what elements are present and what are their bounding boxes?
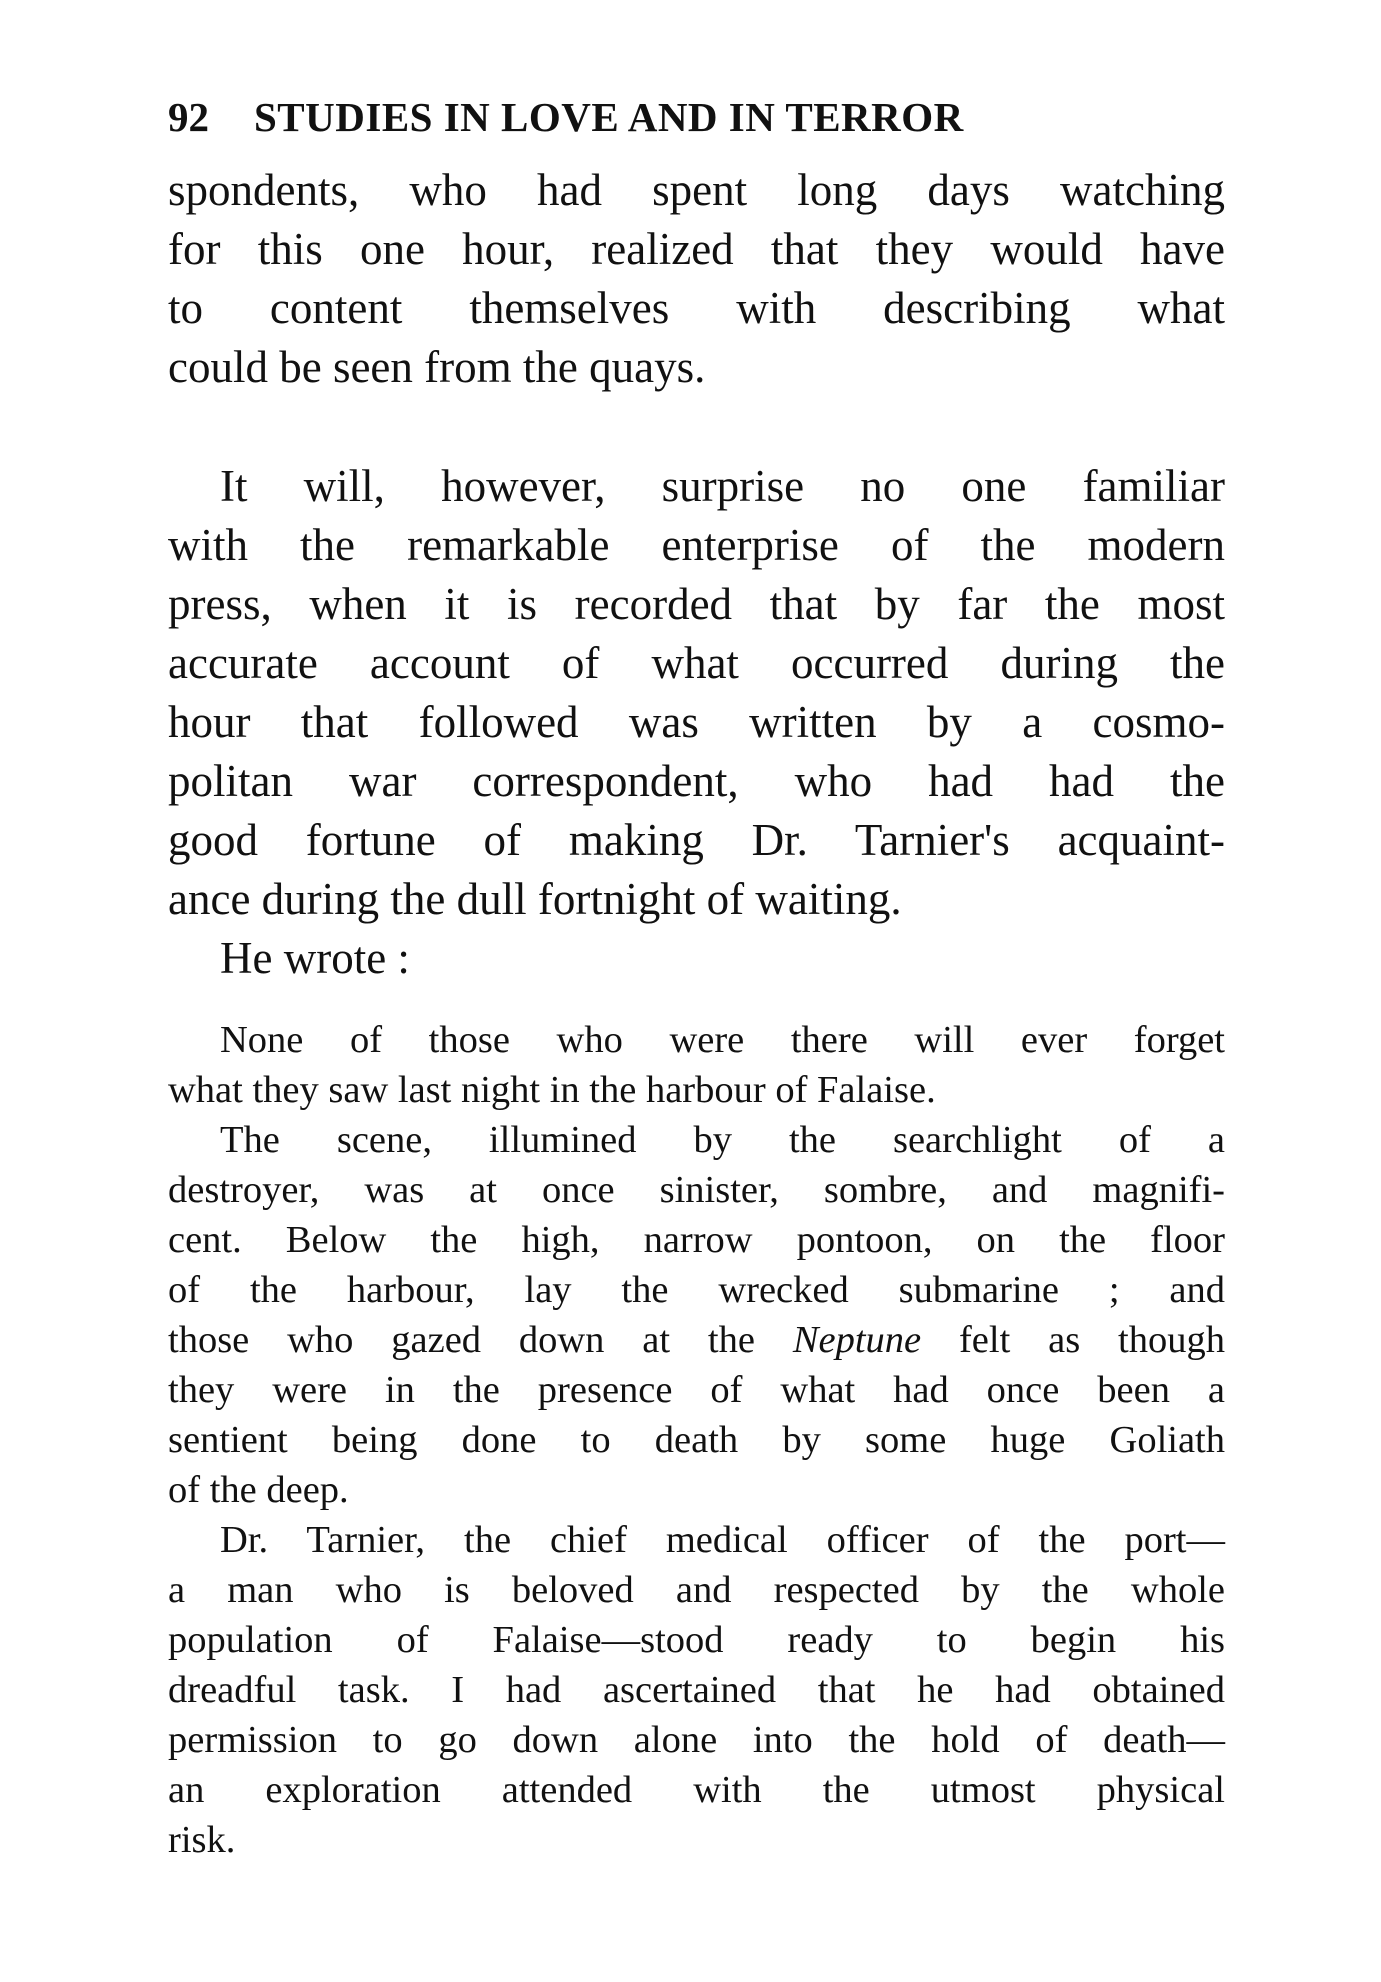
text-line: spondents, who had spent long days watching [168, 165, 1225, 215]
text-segment: felt as though [921, 1319, 1225, 1361]
text-line: cent. Below the high, narrow pontoon, on the floor [168, 1219, 1225, 1261]
text-line: of the deep. [168, 1469, 349, 1511]
text-line: they were in the presence of what had once been a [168, 1369, 1225, 1411]
text-line: destroyer, was at once sinister, sombre, and magnifi- [168, 1169, 1225, 1211]
text-line: a man who is beloved and respected by the whole [168, 1569, 1225, 1611]
text-segment: those who gazed down at the [168, 1319, 793, 1361]
text-line: for this one hour, realized that they would have [168, 224, 1225, 274]
text-line: dreadful task. I had ascertained that he had obtained [168, 1669, 1225, 1711]
text-line: press, when it is recorded that by far the most [168, 579, 1225, 629]
text-line: to content themselves with describing what [168, 283, 1225, 333]
text-line: The scene, illumined by the searchlight of a [220, 1119, 1225, 1161]
quoted-passage [168, 1015, 1225, 1865]
text-line: risk. [168, 1819, 236, 1861]
paragraph-continuation [168, 161, 1225, 397]
text-line: He wrote : [220, 933, 410, 983]
italic-ship-name: Neptune [792, 1319, 922, 1361]
text-line: with the remarkable enterprise of the modern [168, 520, 1225, 570]
text-line: permission to go down alone into the hold of death— [168, 1719, 1225, 1761]
text-line: could be seen from the quays. [168, 342, 706, 392]
running-title: STUDIES IN LOVE AND IN TERROR [254, 94, 964, 140]
text-line: good fortune of making Dr. Tarnier's acquaint- [168, 815, 1225, 865]
text-line: ance during the dull fortnight of waiting. [168, 874, 902, 924]
text-line: hour that followed was written by a cosmo- [168, 697, 1225, 747]
text-line: politan war correspondent, who had had the [168, 756, 1225, 806]
text-line: population of Falaise—stood ready to begin his [168, 1619, 1225, 1661]
text-line: None of those who were there will ever forget [220, 1019, 1225, 1061]
paragraph-body [168, 457, 1225, 988]
text-line: sentient being done to death by some huge Goliath [168, 1419, 1225, 1461]
text-line: Dr. Tarnier, the chief medical officer of the port— [220, 1519, 1225, 1561]
text-line: accurate account of what occurred during the [168, 638, 1225, 688]
page-number: 92 [168, 94, 209, 140]
text-line: an exploration attended with the utmost physical [168, 1769, 1225, 1811]
text-line: of the harbour, lay the wrecked submarine ; and [168, 1269, 1225, 1311]
text-line [168, 1315, 1225, 1365]
text-line: It will, however, surprise no one familiar [220, 461, 1225, 511]
text-line: what they saw last night in the harbour of Falaise. [168, 1069, 936, 1111]
running-header [168, 92, 1225, 142]
